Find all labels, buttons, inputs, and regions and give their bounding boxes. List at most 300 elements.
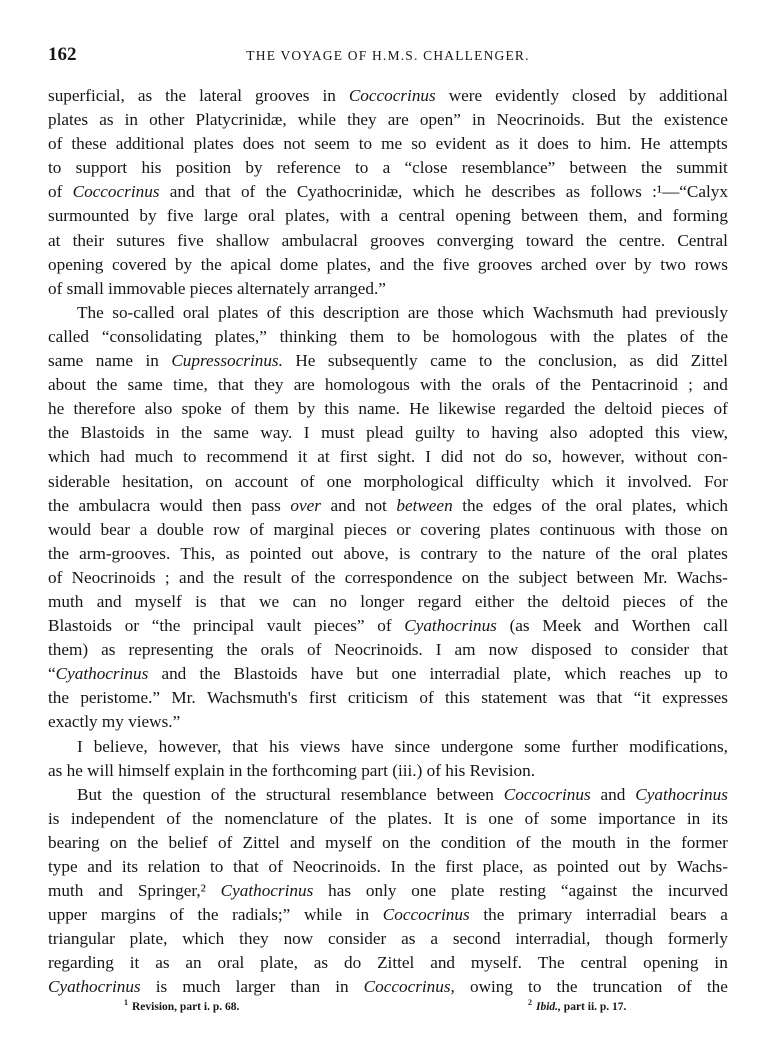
word: consider [630, 640, 690, 660]
word: Blastoids [48, 616, 112, 636]
word: spoke [181, 399, 222, 419]
text-line [48, 229, 728, 253]
word: they [253, 375, 284, 395]
word: did [656, 351, 679, 371]
word: that [702, 640, 728, 660]
word: to [528, 977, 542, 997]
word: these [71, 134, 107, 154]
word: the [565, 495, 587, 515]
word: out [311, 543, 334, 563]
word: result [243, 567, 282, 587]
text-line [48, 421, 728, 445]
word: as [495, 134, 510, 154]
word: con- [697, 447, 728, 467]
word: of [679, 591, 694, 611]
word: of [679, 326, 695, 346]
word: of [290, 567, 306, 587]
word: not [364, 495, 387, 515]
word: as [313, 953, 329, 973]
word: or [396, 519, 411, 539]
word: of [713, 399, 728, 419]
word: shallow [215, 230, 270, 250]
word: in [355, 905, 370, 925]
word: “Cyathocrinus [48, 664, 149, 684]
word: Zittel [242, 832, 280, 852]
word: five [166, 206, 194, 226]
word: representing [128, 640, 214, 660]
text-line [48, 759, 728, 783]
text-line [48, 638, 728, 662]
word: and [290, 832, 315, 852]
text-line [48, 686, 728, 710]
word: the [706, 977, 728, 997]
word: describes [491, 182, 556, 202]
word: resemblance [340, 784, 427, 804]
word: ; [688, 375, 693, 395]
word: closed [572, 86, 616, 105]
word: as [401, 929, 416, 949]
word: to [577, 134, 592, 154]
word: are [387, 110, 409, 130]
word: than [290, 977, 321, 997]
word: oral [595, 495, 623, 515]
word: of [595, 543, 610, 563]
word: in [124, 110, 138, 130]
footnotes [48, 998, 728, 1018]
word: nature [542, 543, 586, 563]
word: five [442, 254, 470, 274]
word: Coccocrinus [348, 86, 436, 105]
word: plates. [387, 808, 433, 828]
word: I [435, 640, 442, 660]
word: double [156, 519, 204, 539]
word: He [295, 351, 316, 371]
word: of [524, 808, 539, 828]
word: me [381, 134, 403, 154]
word: of [230, 399, 246, 419]
word: my [101, 712, 124, 732]
word: of [268, 857, 283, 876]
word: do [504, 447, 523, 467]
word: opening [48, 254, 104, 274]
word: homologous [452, 326, 538, 346]
word: arched [540, 254, 587, 274]
word: the [559, 375, 581, 395]
word: on [109, 832, 127, 852]
word: on [461, 567, 480, 587]
word: principal [193, 616, 255, 636]
word: also [549, 423, 578, 443]
word: arranged.” [313, 278, 386, 298]
word: to [48, 158, 62, 178]
word: the [632, 881, 654, 901]
word: reference [276, 158, 341, 178]
text-line [48, 735, 728, 759]
text-line [48, 927, 728, 951]
word: previously [655, 302, 728, 322]
word: does [242, 134, 275, 154]
word: interradial [429, 664, 501, 684]
word: Mr. [171, 688, 196, 708]
word: plates [490, 519, 531, 539]
word: Mr. [643, 567, 668, 587]
word: had [100, 447, 125, 467]
word: contrary [420, 543, 478, 563]
word: it [605, 471, 616, 491]
word: having [491, 423, 539, 443]
word: consider [328, 929, 387, 949]
word: by [245, 158, 263, 178]
text-line [48, 831, 728, 855]
word: muth [48, 881, 84, 901]
word: pieces” [313, 616, 365, 636]
word: while [303, 905, 343, 925]
word: one [411, 881, 437, 901]
word: primary [517, 905, 573, 925]
word: by [139, 206, 157, 226]
word: at [317, 447, 330, 467]
word: them, [588, 206, 628, 226]
word: above, [343, 543, 389, 563]
word: the [165, 86, 187, 105]
word: which [551, 471, 594, 491]
word: homologous [324, 375, 410, 395]
word: as [565, 182, 581, 202]
word: as [137, 86, 153, 105]
word: “against [560, 881, 618, 901]
footnote-2-ibid: Ibid., [536, 1000, 561, 1013]
word: seem [314, 134, 350, 154]
word: to [478, 351, 493, 371]
word: and [330, 495, 356, 515]
word: follows [590, 182, 642, 202]
word: “the [151, 616, 181, 636]
word: plates, [285, 206, 330, 226]
word: arm-grooves. [79, 543, 171, 563]
word: centre. [618, 230, 666, 250]
word: would [48, 519, 91, 539]
word: and [703, 375, 728, 395]
word: belief [168, 832, 208, 852]
word: the [48, 688, 69, 708]
word: pass [251, 495, 281, 515]
word: But [595, 110, 621, 130]
word: This, [180, 543, 216, 563]
word: small [66, 278, 104, 298]
word: between [436, 784, 494, 804]
word: Cyathocrinus [635, 784, 728, 804]
word: and [169, 182, 195, 202]
word: “consolidating [101, 326, 203, 346]
word: was [558, 688, 586, 708]
word: this [324, 399, 350, 419]
text-line [48, 494, 728, 518]
word: between [396, 495, 453, 515]
word: to [209, 857, 224, 876]
word: grooves [255, 86, 310, 105]
word: by [174, 254, 193, 274]
word: the [540, 832, 562, 852]
word: interradial [586, 905, 657, 925]
word: plead [366, 423, 404, 443]
word: also [144, 399, 173, 419]
word: over [290, 495, 321, 515]
word: the [504, 351, 526, 371]
word: the [48, 423, 69, 443]
word: grooves [477, 254, 533, 274]
word: they [239, 929, 269, 949]
word: the [265, 182, 287, 202]
text-line [48, 590, 728, 614]
word: their [72, 230, 105, 250]
word: thinking [279, 326, 337, 346]
word: them) [48, 640, 89, 660]
word: Coccocrinus [72, 182, 160, 202]
word: converging [436, 230, 514, 250]
word: mouth [571, 832, 616, 852]
word: regarding [48, 953, 114, 973]
word: ambulacra [78, 495, 151, 515]
word: plate [450, 881, 485, 901]
word: orals [260, 640, 294, 660]
word: is [195, 591, 207, 611]
word: toward [525, 230, 574, 250]
word: believe, [93, 736, 148, 756]
text-line [48, 132, 728, 156]
word: up [684, 664, 702, 684]
word: I [425, 447, 431, 467]
word: is [48, 808, 60, 828]
word: views [300, 736, 341, 756]
word: Platycrinidæ, [195, 110, 287, 130]
word: He [640, 134, 661, 154]
word: are [293, 375, 315, 395]
text-line [48, 903, 728, 927]
word: central [580, 953, 628, 973]
word: muth [48, 591, 84, 611]
word: though [605, 929, 653, 949]
word: Cyathocrinus [404, 616, 497, 636]
word: Coccocrinus [503, 784, 591, 804]
word: one [326, 471, 352, 491]
word: Neocrinoids. [292, 857, 381, 876]
word: grooves [370, 230, 425, 250]
word: much [182, 977, 221, 997]
word: over [595, 254, 626, 274]
word: plate, [129, 929, 168, 949]
word: covering [420, 519, 481, 539]
text-line [48, 349, 728, 373]
word: now [283, 929, 314, 949]
word: forming [672, 206, 728, 226]
word: in [471, 110, 486, 130]
word: about [48, 375, 87, 395]
word: opening [455, 206, 511, 226]
word: were [448, 86, 483, 105]
word: the [181, 423, 202, 443]
word: large [203, 206, 238, 226]
word: likewise [438, 399, 496, 419]
word: view, [691, 423, 728, 443]
word: have [351, 736, 384, 756]
word: it [129, 953, 140, 973]
word: apical [230, 254, 272, 274]
word: of [677, 977, 692, 997]
word: of [48, 134, 63, 154]
word: its [121, 857, 139, 876]
word: in [228, 760, 243, 780]
footnote-1 [124, 998, 239, 1013]
word: of [426, 760, 441, 780]
word: second [452, 929, 501, 949]
word: radials;” [232, 905, 291, 925]
text-line [48, 397, 728, 421]
word: deltoid [561, 591, 610, 611]
word: it [518, 134, 529, 154]
word: same [213, 423, 249, 443]
word: (iii.) [392, 760, 423, 780]
word: two [660, 254, 686, 274]
word: his [269, 736, 290, 756]
word: by [297, 399, 316, 419]
word: morphological [363, 471, 464, 491]
word: must [321, 423, 355, 443]
word: Zittel [377, 953, 415, 973]
word: in [145, 351, 159, 371]
word: this [654, 423, 680, 443]
text-line [48, 710, 728, 734]
word: of [300, 471, 315, 491]
word: the [246, 760, 268, 780]
word: the [483, 905, 505, 925]
word: same [127, 375, 163, 395]
word: sight. [377, 447, 416, 467]
word: adopted [588, 423, 644, 443]
word: plates [193, 134, 234, 154]
text-line [48, 879, 728, 903]
word: those [664, 519, 702, 539]
word: it [297, 447, 308, 467]
word: forthcoming [271, 760, 357, 780]
word: In [390, 857, 405, 876]
word: oral [248, 206, 275, 226]
word: the [96, 375, 118, 395]
word: would [159, 495, 203, 515]
word: first [308, 688, 337, 708]
word: and [594, 616, 619, 636]
word: opening [643, 953, 699, 973]
word: himself [118, 760, 170, 780]
word: views.” [128, 712, 181, 732]
word: Wachsmuth [532, 302, 614, 322]
word: Neocrinoids. [496, 110, 585, 130]
word: on [205, 471, 223, 491]
word: between [569, 158, 627, 178]
word: is [465, 808, 477, 828]
word: however, [158, 736, 222, 756]
word: as [48, 760, 63, 780]
word: they [347, 110, 377, 130]
word: in [156, 423, 170, 443]
word: Cyathocrinus [48, 977, 141, 997]
text-line [48, 445, 728, 469]
word: plates [626, 326, 668, 346]
word: lateral [199, 86, 243, 105]
word: the [706, 326, 728, 346]
word: that [219, 591, 246, 611]
word: Wachs- [676, 857, 728, 876]
word: is [398, 543, 411, 563]
word: interradial, [515, 929, 591, 949]
word: can [292, 591, 317, 611]
word: a [139, 519, 148, 539]
word: margins [100, 905, 156, 925]
word: the [593, 326, 615, 346]
word: Pentacrinoid [591, 375, 678, 395]
word: incurved [667, 881, 728, 901]
word: plates, [632, 495, 677, 515]
word: on [382, 832, 400, 852]
word: but [356, 664, 379, 684]
word: we [259, 591, 280, 611]
running-title: THE VOYAGE OF H.M.S. CHALLENGER. [246, 48, 530, 63]
word: the [527, 591, 549, 611]
word: evident [435, 134, 487, 154]
word: The [537, 953, 565, 973]
word: disposed [531, 640, 592, 660]
word: the [355, 808, 377, 828]
word: therefore [73, 399, 136, 419]
text-line [48, 180, 728, 204]
word: the [199, 664, 221, 684]
word: relation [147, 857, 201, 876]
word: plates [218, 302, 259, 322]
word: Central [677, 230, 728, 250]
word: so, [532, 447, 552, 467]
word: Cupressocrinus. [171, 351, 283, 371]
word: “close [404, 158, 448, 178]
word: them [349, 326, 385, 346]
word: ambulacral [281, 230, 358, 250]
word: the [631, 110, 653, 130]
word: difficulty [475, 471, 540, 491]
word: It [443, 808, 455, 828]
word: expresses [662, 688, 728, 708]
word: not [472, 447, 495, 467]
word: existence [663, 110, 728, 130]
word: and [430, 953, 456, 973]
word: be [423, 326, 440, 346]
text-line [48, 204, 728, 228]
word: however, [561, 447, 625, 467]
word: plates, [326, 254, 372, 274]
word: surmounted [48, 206, 130, 226]
word: the [192, 808, 214, 828]
text-line [48, 855, 728, 879]
word: resemblance” [461, 158, 556, 178]
word: regard [417, 591, 462, 611]
word: on [710, 519, 728, 539]
word: same [48, 351, 84, 371]
text-line [48, 518, 728, 542]
word: or [124, 616, 140, 636]
word: its [711, 808, 728, 828]
word: the [48, 543, 69, 563]
word: reaches [619, 664, 671, 684]
word: formerly [667, 929, 728, 949]
word: the [414, 857, 436, 876]
word: pointed [249, 543, 302, 563]
